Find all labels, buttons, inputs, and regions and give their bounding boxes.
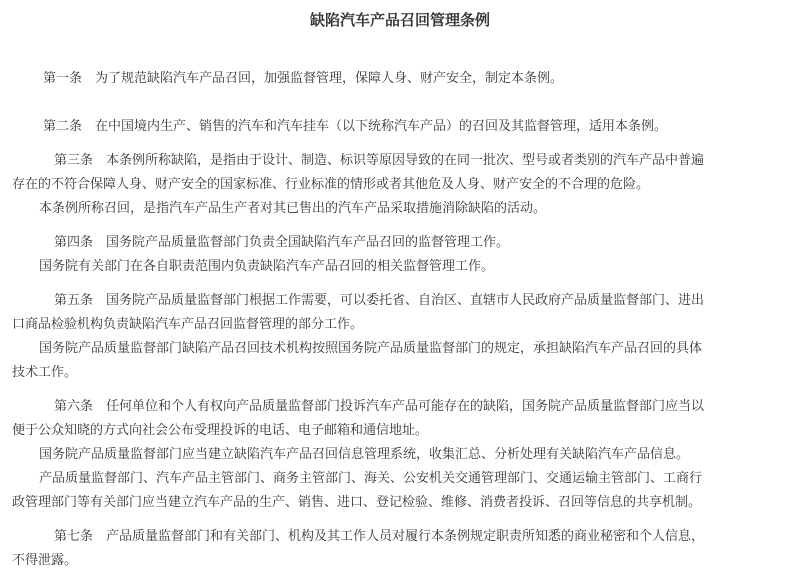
article-2-line-1: 第二条 在中国境内生产、销售的汽车和汽车挂车（以下统称汽车产品）的召回及其监督管理，适用本条例。: [43, 119, 668, 134]
article-5-line-1: 第五条 国务院产品质量监督部门根据工作需要，可以委托省、自治区、直辖市人民政府产品质量监督部门、进出: [54, 293, 705, 308]
article-6-line-2: 便于公众知晓的方式向社会公布受理投诉的电话、电子邮箱和通信地址。: [12, 423, 429, 438]
article-4-paragraph-2: 国务院有关部门在各自职责范围内负责缺陷汽车产品召回的相关监督管理工作。: [39, 259, 495, 274]
article-5-paragraph-2-line-1: 国务院产品质量监督部门缺陷产品召回技术机构按照国务院产品质量监督部门的规定，承担缺陷汽车产品召回的具体: [39, 341, 703, 356]
article-1-line-1: 第一条 为了规范缺陷汽车产品召回，加强监督管理，保障人身、财产安全，制定本条例。: [43, 71, 564, 86]
article-7-line-2: 不得泄露。: [12, 553, 78, 568]
article-6-paragraph-2: 国务院产品质量监督部门应当建立缺陷汽车产品召回信息管理系统，收集汇总、分析处理有关缺陷汽车产品信息。: [39, 447, 690, 462]
article-3-line-1: 第三条 本条例所称缺陷，是指由于设计、制造、标识等原因导致的在同一批次、型号或者类别的汽车产品中普遍: [54, 153, 705, 168]
article-3-paragraph-2: 本条例所称召回，是指汽车产品生产者对其已售出的汽车产品采取措施消除缺陷的活动。: [39, 201, 547, 216]
article-6-line-1: 第六条 任何单位和个人有权向产品质量监督部门投诉汽车产品可能存在的缺陷，国务院产品质量监督部门应当以: [54, 399, 705, 414]
article-4-line-1: 第四条 国务院产品质量监督部门负责全国缺陷汽车产品召回的监督管理工作。: [54, 235, 510, 250]
article-7-line-1: 第七条 产品质量监督部门和有关部门、机构及其工作人员对履行本条例规定职责所知悉的商业秘密和个人信息，: [54, 529, 705, 544]
article-5-paragraph-2-line-2: 技术工作。: [12, 365, 78, 380]
article-6-paragraph-3-line-2: 政管理部门等有关部门应当建立汽车产品的生产、销售、进口、登记检验、维修、消费者投诉、召回等信息的共享机制。: [12, 495, 702, 510]
article-5-line-2: 口商品检验机构负责缺陷汽车产品召回监督管理的部分工作。: [12, 317, 364, 332]
document-title: 缺陷汽车产品召回管理条例: [309, 11, 490, 29]
article-3-line-2: 存在的不符合保障人身、财产安全的国家标准、行业标准的情形或者其他危及人身、财产安全的不合理的危险。: [12, 177, 650, 192]
article-6-paragraph-3-line-1: 产品质量监督部门、汽车产品主管部门、商务主管部门、海关、公安机关交通管理部门、交通运输主管部门、工商行: [39, 471, 703, 486]
